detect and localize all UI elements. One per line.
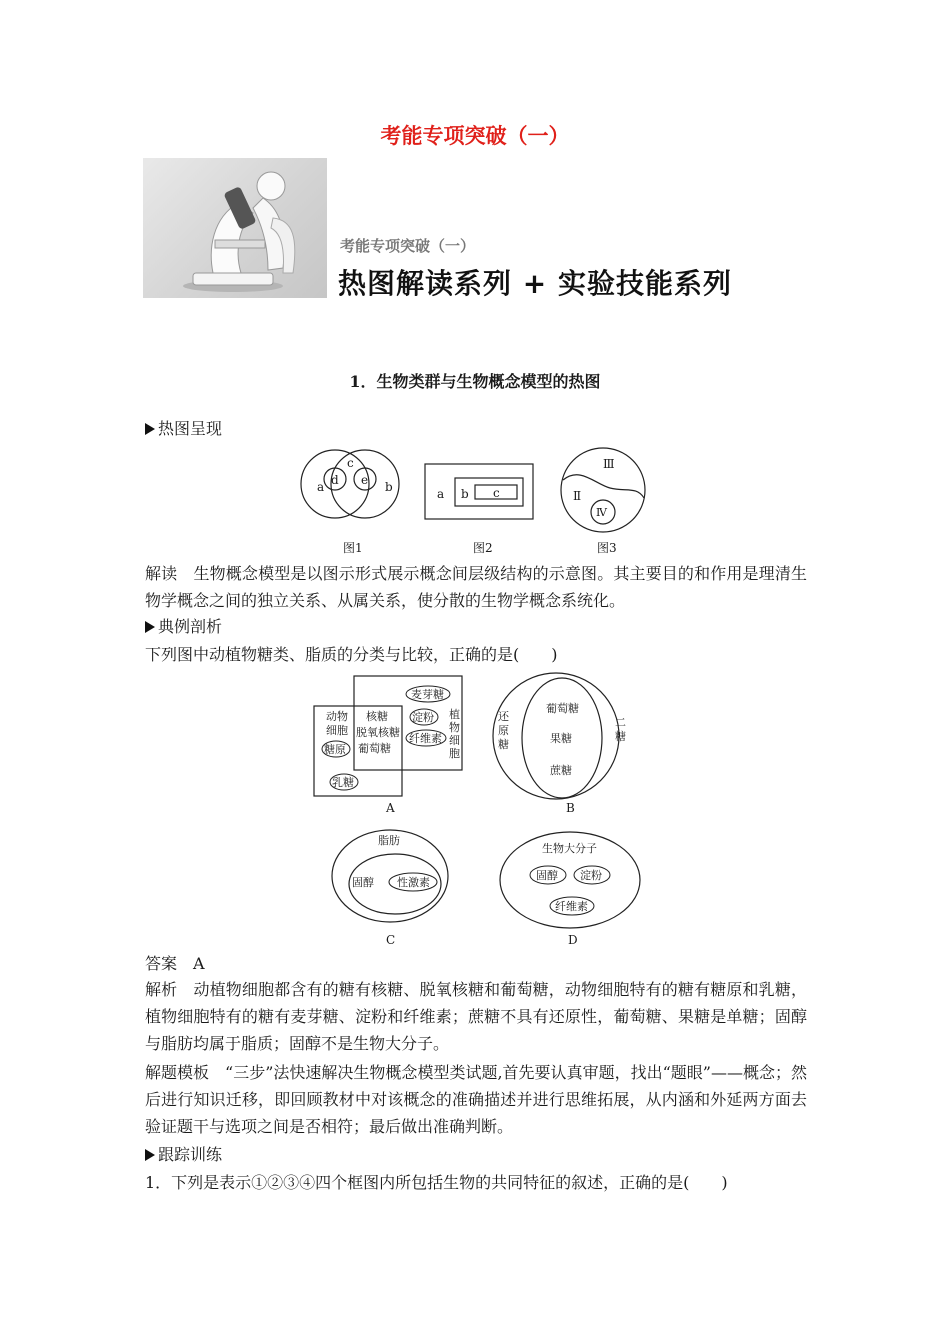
- option-b-fructose: 果糖: [550, 732, 572, 745]
- option-a-lactose: 乳糖: [332, 776, 354, 789]
- svg-text:胞: 胞: [449, 747, 460, 760]
- example-heading: 典例剖析: [145, 617, 222, 637]
- option-c-middle: 固醇: [352, 876, 374, 889]
- fig1-label-d: d: [331, 473, 339, 487]
- triangle-marker-icon: [145, 1149, 155, 1161]
- option-a-maltose: 麦芽糖: [411, 688, 444, 701]
- template-paragraph: 解题模板 “三步”法快速解决生物概念模型类试题,首先要认真审题，找出“题眼”——概念；然后进行知识迁移，即回顾教材中对该概念的准确描述并进行思维拓展，从内涵和外延两方面去验证题干与选项之间是否相符；最后做出准确判断。: [145, 1063, 807, 1136]
- fig2-caption: 图2: [473, 541, 493, 555]
- training-heading: 跟踪训练: [145, 1145, 222, 1165]
- svg-text:植: 植: [449, 708, 460, 721]
- option-a-animal-line2: 细胞: [326, 724, 348, 737]
- fig2-label-c: c: [493, 486, 500, 500]
- microscope-figure-icon: [143, 158, 327, 298]
- option-d-diagram: [500, 832, 640, 947]
- question-1-text: 1．下列是表示①②③④四个框图内所包括生物的共同特征的叙述，正确的是( ): [145, 1173, 728, 1192]
- option-b-sucrose: 蔗糖: [550, 764, 572, 777]
- fig1-label-a: a: [317, 480, 325, 494]
- option-d-outer: 生物大分子: [542, 842, 597, 855]
- option-b-label: B: [566, 801, 575, 815]
- figure-2: [425, 464, 533, 555]
- page-title: 考能专项突破（一）: [380, 123, 570, 148]
- option-a-starch: 淀粉: [412, 711, 434, 724]
- svg-text:原: 原: [498, 724, 509, 737]
- concept-figures-1-3: [295, 444, 655, 559]
- fig1-caption: 图1: [343, 541, 363, 555]
- question-text: 下列图中动植物糖类、脂质的分类与比较，正确的是( ): [145, 645, 558, 664]
- svg-text:二: 二: [615, 716, 626, 729]
- options-c-d-figure: [330, 826, 660, 948]
- svg-text:还: 还: [498, 710, 509, 723]
- fig3-label-ii: Ⅱ: [573, 489, 582, 503]
- analysis-paragraph: 解析 动植物细胞都含有的糖有核糖、脱氧核糖和葡萄糖，动物细胞特有的糖有糖原和乳糖，植物细胞特有的糖有麦芽糖、淀粉和纤维素；蔗糖不具有还原性，葡萄糖、果糖是单糖；固醇与脂肪均属于脂质；固醇不是生物大分子。: [145, 980, 807, 1053]
- option-d-label: D: [568, 933, 578, 947]
- fig3-caption: 图3: [597, 541, 617, 555]
- triangle-marker-icon: [145, 423, 155, 435]
- figure-3: [561, 448, 645, 555]
- option-c-label: C: [386, 933, 396, 947]
- banner-subtitle: 考能专项突破（一）: [340, 237, 476, 255]
- option-d-b: 淀粉: [580, 869, 602, 882]
- fig2-label-b: b: [461, 487, 469, 501]
- option-b-diagram: [493, 673, 626, 815]
- option-a-cellulose: 纤维素: [409, 732, 442, 745]
- banner-title: 热图解读系列 + 实验技能系列: [338, 267, 732, 300]
- option-d-c: 纤维素: [555, 900, 588, 913]
- fig1-label-b: b: [385, 480, 393, 494]
- option-c-diagram: [332, 830, 448, 947]
- fig3-label-iii: Ⅲ: [603, 457, 615, 471]
- svg-text:糖: 糖: [615, 730, 626, 743]
- options-a-b-figure: [310, 672, 655, 818]
- option-a-common-3: 葡萄糖: [358, 742, 391, 755]
- option-a-common-1: 核糖: [366, 710, 388, 723]
- svg-text:细: 细: [449, 734, 460, 747]
- option-a-label: A: [386, 801, 395, 815]
- interpretation-paragraph: 解读 生物概念模型是以图示形式展示概念间层级结构的示意图。其主要目的和作用是理清生物学概念之间的独立关系、从属关系，使分散的生物学概念系统化。: [145, 564, 807, 610]
- section-title: 1．生物类群与生物概念模型的热图: [349, 372, 601, 391]
- option-d-a: 固醇: [536, 869, 558, 882]
- option-c-outer: 脂肪: [378, 834, 400, 847]
- option-a-common-2: 脱氧核糖: [356, 726, 400, 739]
- svg-text:糖: 糖: [498, 738, 509, 751]
- banner-image: [143, 158, 327, 298]
- fig1-label-c: c: [347, 456, 354, 470]
- option-a-diagram: [314, 676, 462, 815]
- option-c-inner: 性激素: [397, 876, 430, 889]
- fig3-label-iv: Ⅳ: [596, 506, 607, 519]
- figure-1: [301, 450, 399, 555]
- fig1-label-e: e: [361, 473, 369, 487]
- option-a-animal-line1: 动物: [326, 710, 348, 723]
- heat-map-heading: 热图呈现: [145, 419, 222, 439]
- answer-line: 答案 A: [145, 954, 205, 973]
- option-b-glucose: 葡萄糖: [546, 702, 579, 715]
- fig2-label-a: a: [437, 487, 445, 501]
- triangle-marker-icon: [145, 621, 155, 633]
- svg-text:物: 物: [449, 721, 460, 734]
- option-a-glycogen: 糖原: [324, 743, 346, 756]
